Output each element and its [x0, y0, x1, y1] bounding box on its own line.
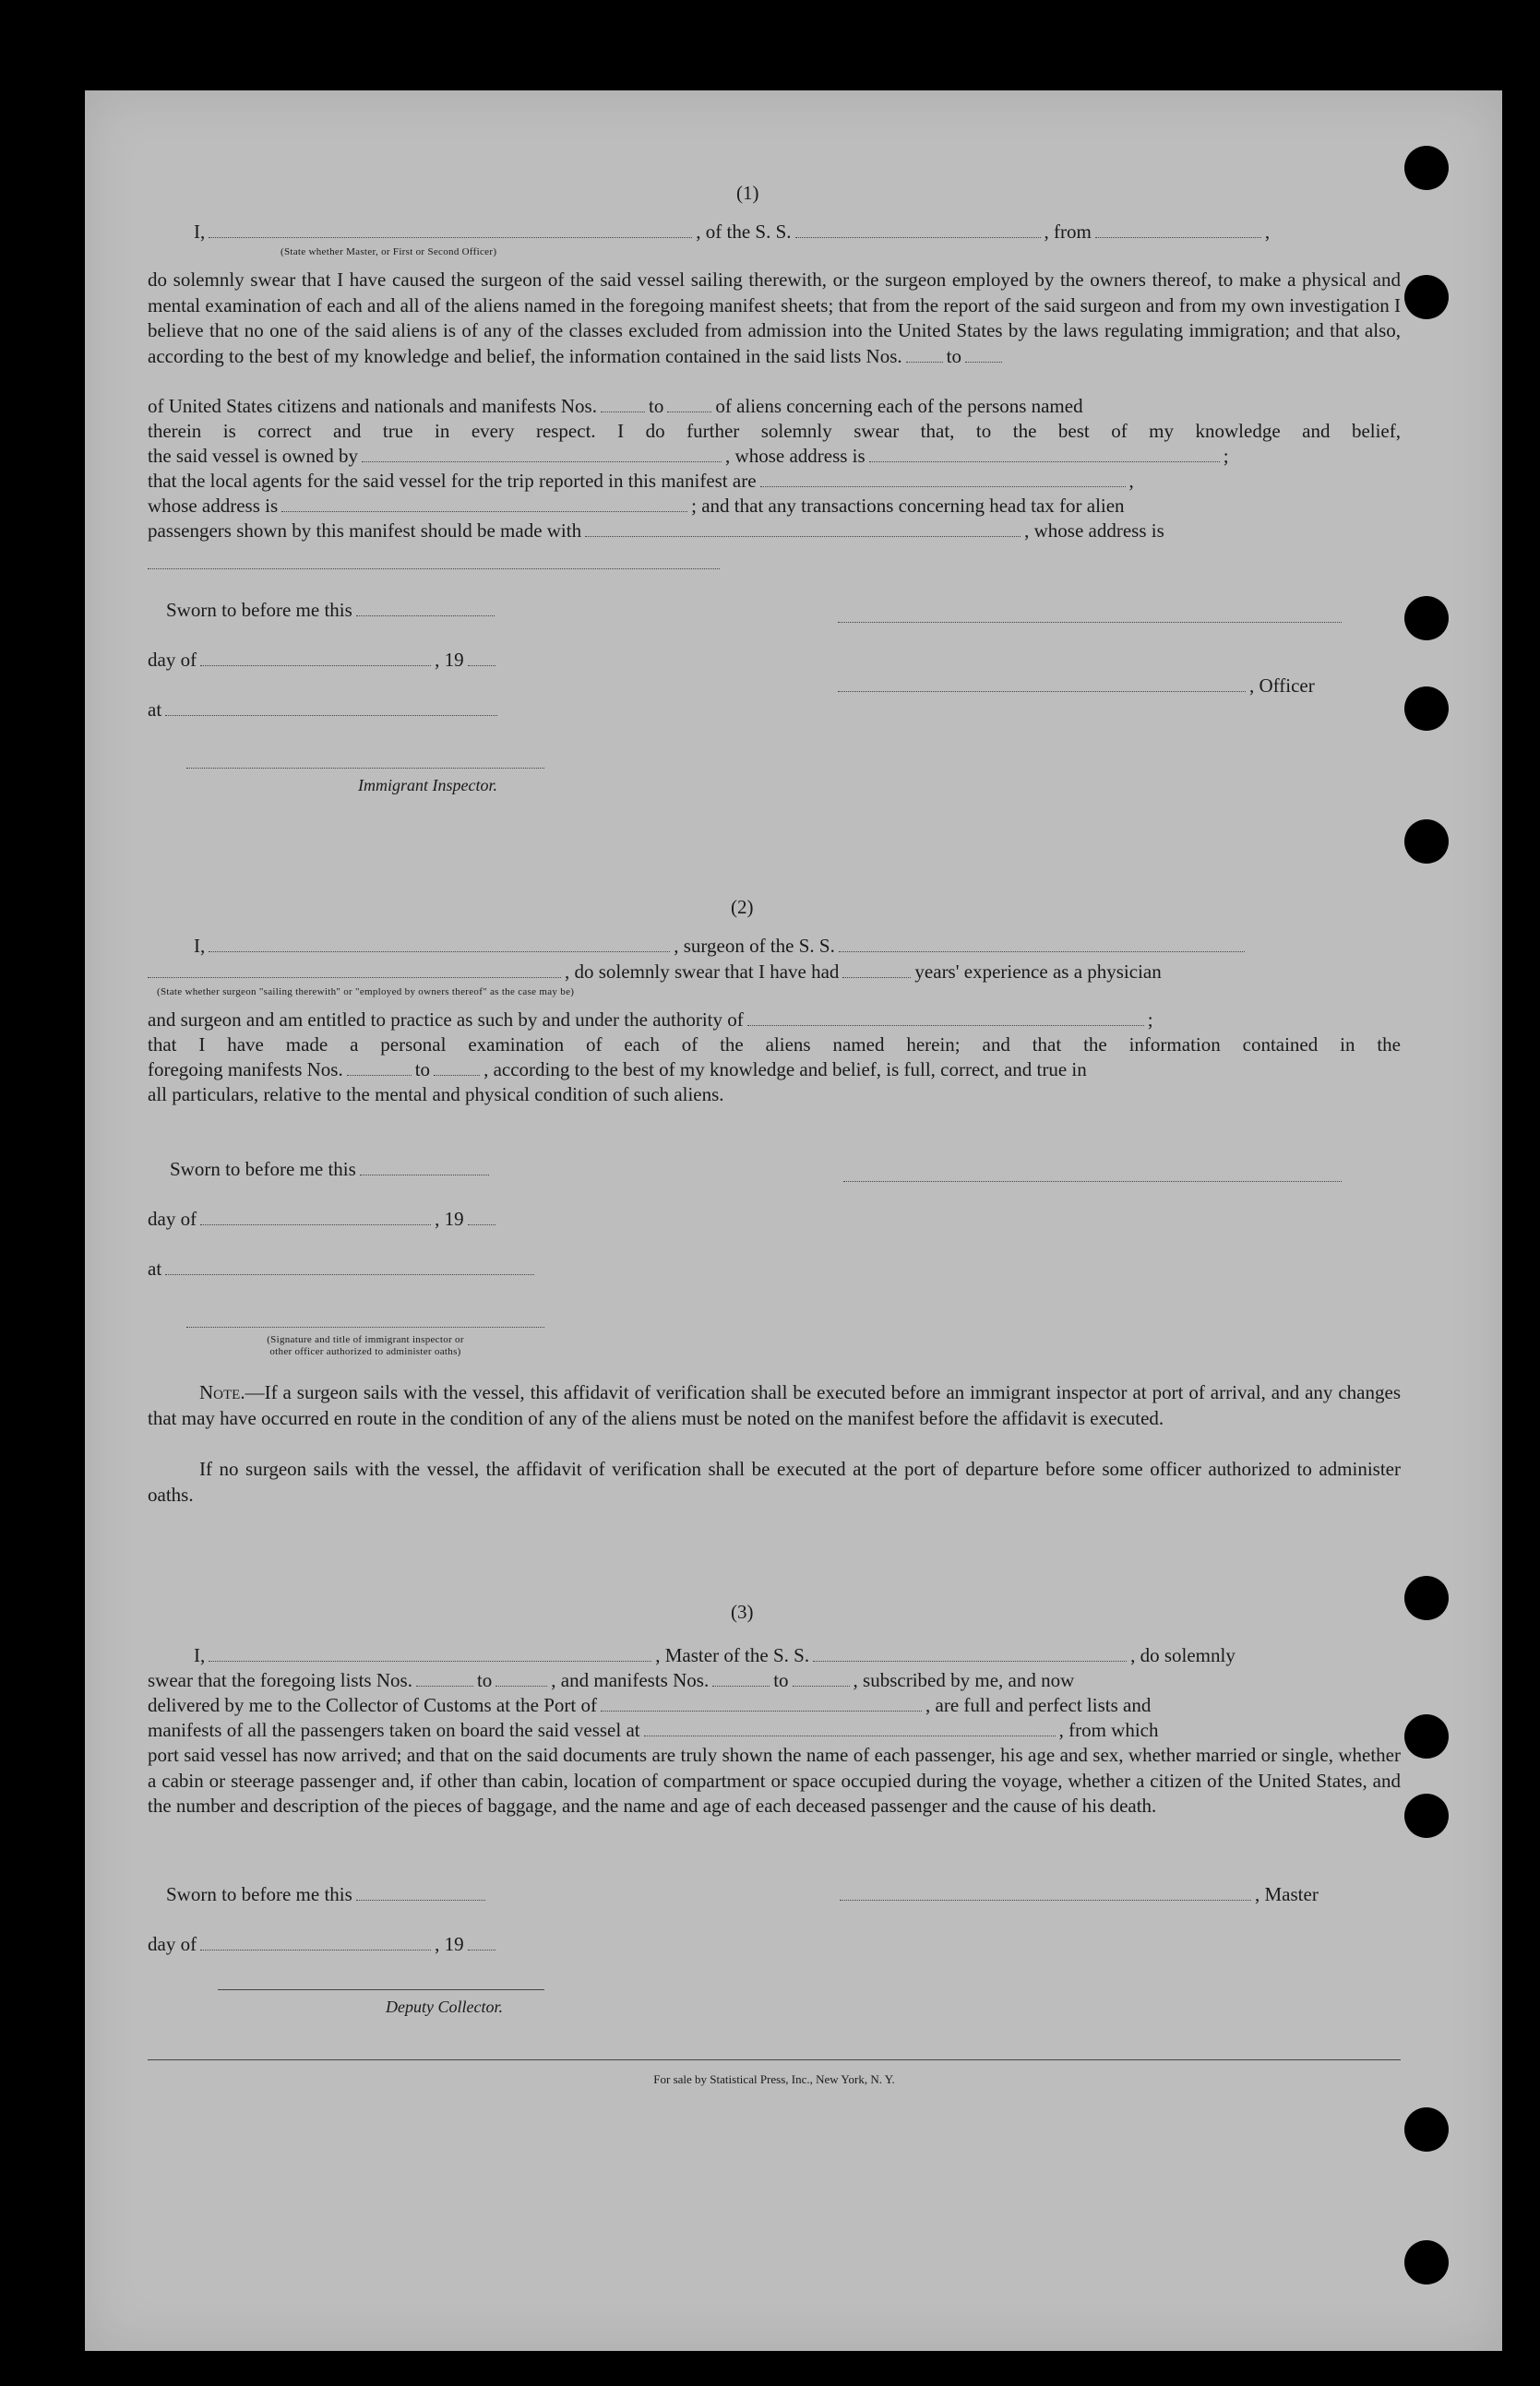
surgeon-name-field[interactable] — [209, 935, 670, 952]
section-1-paragraph: do solemnly swear that I have caused the surgeon of the said vessel sailing therewith, or the surgeon employed by the owners thereof, to make a physical and mental examination of each and all of the aliens named in the foregoing manifest sheets; that from the report of the said surgeon and from my own investigation I believe that no one of the said aliens is of any of the classes excluded from admission into the United States by the laws regulating immigration; and that also, according to the best of my knowledge and belief, the information contained in the said lists Nos. to — [148, 268, 1401, 367]
section-3-line-1: I, , Master of the S. S. , do solemnly — [194, 1644, 1236, 1666]
surgeon-manifest-to-field[interactable] — [434, 1058, 480, 1076]
port-field[interactable] — [601, 1694, 922, 1712]
footer-imprint: For sale by Statistical Press, Inc., New York, N. Y. — [653, 2072, 895, 2086]
section-2-line-4: that I have made a personal examination of each of the aliens named herein; and that the information contained in the — [148, 1033, 1401, 1056]
year-field-2[interactable] — [468, 1208, 495, 1225]
owned-line: the said vessel is owned by , whose address is ; — [148, 445, 1229, 467]
owner-field[interactable] — [362, 445, 722, 462]
immigrant-inspector-label: Immigrant Inspector. — [358, 776, 497, 794]
form-page — [85, 90, 1502, 2351]
section-3-line-2: swear that the foregoing lists Nos. to , and manifests Nos. to , subscribed by me, and now — [148, 1669, 1075, 1691]
signature-caption-1: (Signature and title of immigrant inspector or — [267, 1334, 464, 1345]
section-2-signature-line[interactable] — [186, 1327, 544, 1328]
section-1-sworn: Sworn to before me this — [166, 598, 498, 623]
master-manifests-to-field[interactable] — [793, 1669, 850, 1687]
officer-signature-field[interactable] — [838, 674, 1246, 692]
surgeon-vessel-field[interactable] — [839, 935, 1245, 952]
footer-rule — [148, 2059, 1401, 2060]
punch-hole — [1404, 2107, 1449, 2152]
manifests-from-field[interactable] — [601, 395, 645, 412]
punch-hole — [1404, 275, 1449, 319]
section-2-day-of: day of , 19 — [148, 1207, 499, 1232]
year-field-3[interactable] — [468, 1933, 495, 1951]
manifests-to-field[interactable] — [667, 395, 711, 412]
section-3-line-4: manifests of all the passengers taken on board the said vessel at , from which — [148, 1719, 1159, 1741]
punch-hole — [1404, 1794, 1449, 1838]
officer-signature-line-a[interactable] — [838, 622, 1342, 623]
from-port-field[interactable] — [1095, 221, 1261, 238]
agents-line: that the local agents for the said vessel for the trip reported in this manifest are , — [148, 470, 1134, 492]
punch-hole — [1404, 819, 1449, 864]
punch-hole — [1404, 1576, 1449, 1620]
master-lists-to-field[interactable] — [495, 1669, 547, 1687]
master-name-field[interactable] — [209, 1644, 651, 1662]
surgeon-caption: (State whether surgeon "sailing therewith" or "employed by owners thereof" as the case may be) — [157, 986, 575, 997]
passengers-line: passengers shown by this manifest should be made with , whose address is — [148, 519, 1164, 542]
section-3-paragraph: port said vessel has now arrived; and that on the said documents are truly shown the name of each passenger, his age and sex, whether married or single, whether a cabin or steerage passenger and, if other than cabin, location of compartment or space occupied during the voyage, whether a citizen of the United States, and the number and description of the pieces of baggage, and the name and age of each deceased passenger and the cause of his death. — [148, 1744, 1401, 1817]
year-field-1[interactable] — [468, 649, 495, 666]
head-tax-address-field[interactable] — [148, 568, 720, 569]
embark-port-field[interactable] — [644, 1719, 1056, 1736]
surgeon-signature-line[interactable] — [843, 1181, 1342, 1182]
section-3-line-3: delivered by me to the Collector of Customs at the Port of , are full and perfect lists and — [148, 1694, 1152, 1716]
month-field-2[interactable] — [200, 1208, 431, 1225]
section-2-line-5: foregoing manifests Nos. to , according to the best of my knowledge and belief, is full, correct, and true in — [148, 1058, 1087, 1080]
place-field-1[interactable] — [165, 698, 497, 716]
lists-to-field[interactable] — [965, 345, 1002, 363]
officer-caption: (State whether Master, or First or Second Officer) — [281, 246, 497, 257]
master-signature-field[interactable] — [840, 1883, 1251, 1901]
agents-address-field[interactable] — [281, 495, 687, 512]
authority-field[interactable] — [747, 1008, 1144, 1026]
whose-address-line: whose address is ; and that any transactions concerning head tax for alien — [148, 495, 1125, 517]
section-3-sworn: Sworn to before me this — [166, 1882, 489, 1907]
month-field-3[interactable] — [200, 1933, 431, 1951]
punch-hole — [1404, 146, 1449, 190]
officer-signature-line: , Officer — [838, 674, 1315, 698]
section-2-line-3: and surgeon and am entitled to practice as such by and under the authority of ; — [148, 1008, 1153, 1031]
inspector-signature-line[interactable] — [186, 768, 544, 769]
master-manifests-from-field[interactable] — [712, 1669, 770, 1687]
section-2-at: at — [148, 1257, 538, 1282]
deputy-signature-line[interactable] — [218, 1989, 544, 1990]
surgeon-manifest-from-field[interactable] — [347, 1058, 412, 1076]
section-1-number: (1) — [736, 182, 759, 204]
surgeon-status-field[interactable] — [148, 960, 561, 978]
years-field[interactable] — [842, 960, 911, 978]
citizens-line: of United States citizens and nationals and manifests Nos. to of aliens concerning each of the persons named — [148, 395, 1083, 417]
master-lists-from-field[interactable] — [416, 1669, 473, 1687]
punch-hole — [1404, 2240, 1449, 2285]
lists-from-field[interactable] — [906, 345, 943, 363]
section-2-line-6: all particulars, relative to the mental and physical condition of such aliens. — [148, 1083, 724, 1105]
sworn-day-field-3[interactable] — [356, 1883, 485, 1901]
master-vessel-field[interactable] — [813, 1644, 1127, 1662]
head-tax-agent-field[interactable] — [585, 519, 1021, 537]
vessel-name-field[interactable] — [795, 221, 1041, 238]
section-1-officer-line: I, , of the S. S. , from , — [194, 221, 1271, 243]
note-paragraph-2: If no surgeon sails with the vessel, the affidavit of verification shall be executed at the port of departure before some officer authorized to administer oaths. — [148, 1458, 1401, 1506]
section-2-sworn: Sworn to before me this — [170, 1157, 493, 1182]
note-paragraph: Note.—If a surgeon sails with the vessel, this affidavit of verification shall be executed before an immigrant inspector at port of arrival, and any changes that may have occurred en route in the condition of any of the aliens must be noted on the manifest before the affidavit is executed. — [148, 1381, 1401, 1429]
owner-address-field[interactable] — [869, 445, 1220, 462]
signature-caption-2: other officer authorized to administer oaths) — [269, 1346, 461, 1357]
punch-hole — [1404, 1714, 1449, 1759]
officer-name-field[interactable] — [209, 221, 692, 238]
punch-hole — [1404, 686, 1449, 731]
section-1-at: at — [148, 698, 501, 722]
place-field-2[interactable] — [165, 1258, 534, 1275]
sworn-day-field-1[interactable] — [356, 599, 495, 616]
punch-hole — [1404, 596, 1449, 640]
agents-field[interactable] — [760, 470, 1126, 487]
master-signature-line: , Master — [840, 1882, 1319, 1907]
month-field-1[interactable] — [200, 649, 431, 666]
deputy-collector-label: Deputy Collector. — [386, 1998, 503, 2016]
section-1-day-of: day of , 19 — [148, 648, 499, 673]
sworn-day-field-2[interactable] — [360, 1158, 489, 1175]
section-2-line-2: , do solemnly swear that I have had years' experience as a physician — [148, 960, 1162, 984]
section-2-number: (2) — [731, 896, 754, 918]
therein-line: therein is correct and true in every respect. I do further solemnly swear that, to the best of my knowledge and belief, — [148, 420, 1401, 442]
section-3-day-of: day of , 19 — [148, 1932, 499, 1957]
section-3-number: (3) — [731, 1601, 754, 1623]
section-2-line-1: I, , surgeon of the S. S. — [194, 934, 1248, 959]
